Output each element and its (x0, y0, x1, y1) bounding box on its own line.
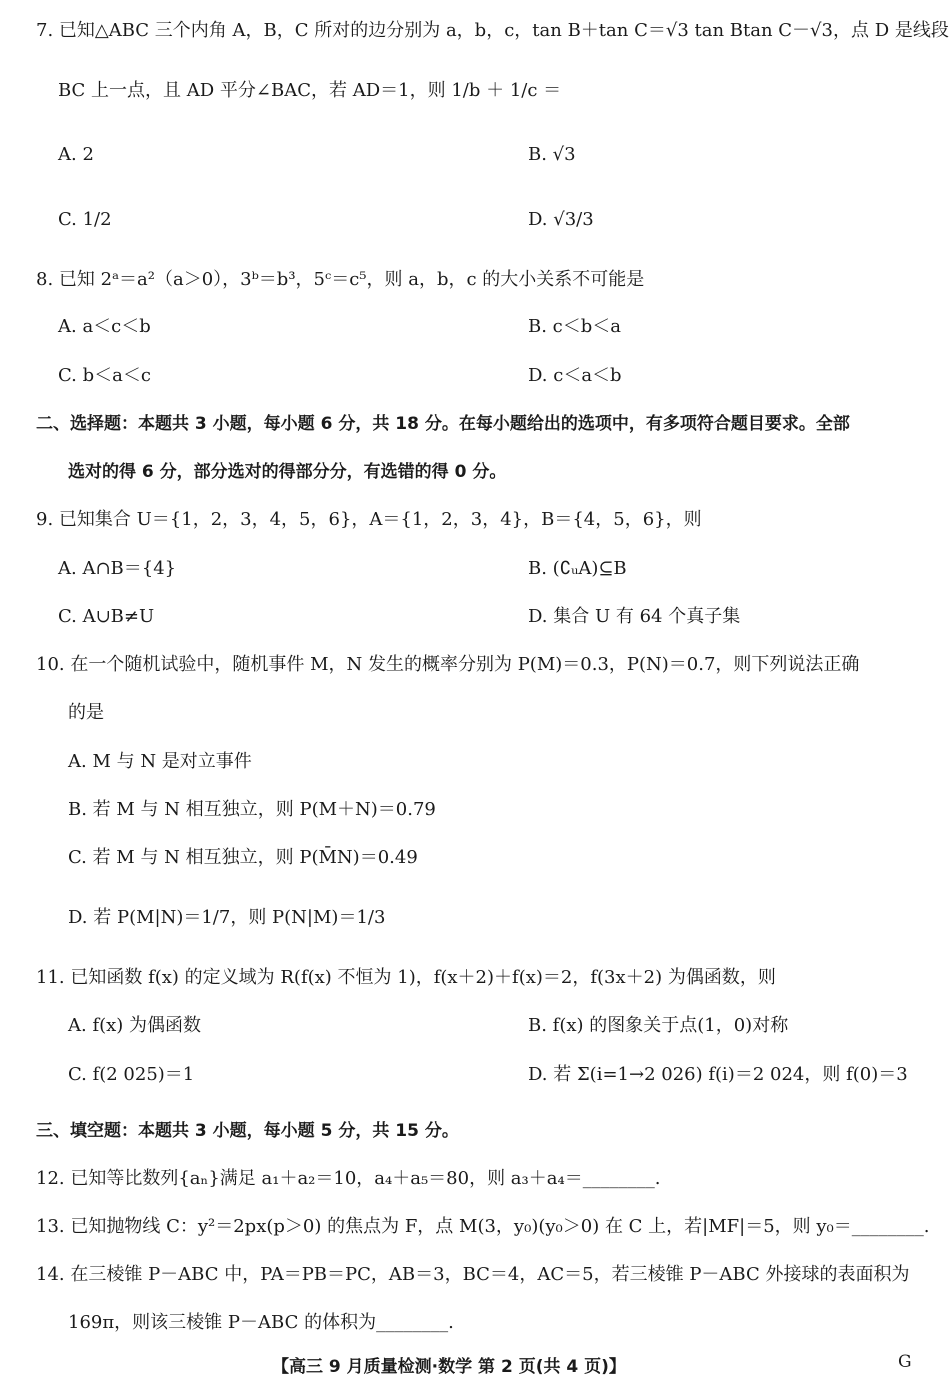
q14-line1: 14. 在三棱锥 P－ABC 中，PA＝PB＝PC，AB＝3，BC＝4，AC＝5，若三棱锥 P－ABC 外接球的表面积为 (36, 1264, 910, 1285)
section3-heading: 三、填空题：本题共 3 小题，每小题 5 分，共 15 分。 (36, 1121, 459, 1141)
q11-option-c: C. f(2 025)＝1 (68, 1064, 195, 1085)
q14-line2: 169π，则该三棱锥 P－ABC 的体积为________. (68, 1312, 454, 1333)
q11-option-d: D. 若 Σ(i=1→2 026) f(i)＝2 024，则 f(0)＝3 (528, 1064, 908, 1085)
q7-option-a: A. 2 (58, 144, 94, 165)
footer-page-info: 【高三 9 月质量检测·数学 第 2 页(共 4 页)】 (272, 1357, 626, 1377)
q7-line2: BC 上一点，且 AD 平分∠BAC，若 AD＝1，则 1/b ＋ 1/c ＝ (58, 80, 562, 101)
q7-option-c: C. 1/2 (58, 209, 112, 230)
q10-line2: 的是 (68, 702, 104, 723)
q7-option-d: D. √3/3 (528, 209, 594, 230)
q11-line1: 11. 已知函数 f(x) 的定义域为 R(f(x) 不恒为 1)，f(x＋2)＋f(x)＝2，f(3x＋2) 为偶函数，则 (36, 967, 776, 988)
q7-option-b: B. √3 (528, 144, 576, 165)
q10-option-a: A. M 与 N 是对立事件 (68, 751, 252, 772)
q9-option-c: C. A∪B≠U (58, 606, 155, 627)
q12-line1: 12. 已知等比数列{aₙ}满足 a₁＋a₂＝10，a₄＋a₅＝80，则 a₃＋a₄＝________. (36, 1168, 661, 1189)
q10-option-b: B. 若 M 与 N 相互独立，则 P(M＋N)＝0.79 (68, 799, 436, 820)
q9-option-d: D. 集合 U 有 64 个真子集 (528, 606, 741, 627)
q8-option-d: D. c＜a＜b (528, 365, 622, 386)
q13-line1: 13. 已知抛物线 C：y²＝2px(p＞0) 的焦点为 F，点 M(3，y₀)(y₀＞0) 在 C 上，若|MF|＝5，则 y₀＝________. (36, 1216, 930, 1237)
section2-heading-line1: 二、选择题：本题共 3 小题，每小题 6 分，共 18 分。在每小题给出的选项中，有多项符合题目要求。全部 (36, 414, 850, 434)
q8-option-c: C. b＜a＜c (58, 365, 151, 386)
q9-option-b: B. (∁ᵤA)⊆B (528, 558, 627, 579)
q11-option-a: A. f(x) 为偶函数 (68, 1015, 202, 1036)
q10-line1: 10. 在一个随机试验中，随机事件 M，N 发生的概率分别为 P(M)＝0.3，P(N)＝0.7，则下列说法正确 (36, 654, 860, 675)
section2-heading-line2: 选对的得 6 分，部分选对的得部分分，有选错的得 0 分。 (68, 462, 507, 482)
q9-option-a: A. A∩B＝{4} (58, 558, 177, 579)
q9-line1: 9. 已知集合 U＝{1，2，3，4，5，6}，A＝{1，2，3，4}，B＝{4，5，6}，则 (36, 509, 702, 530)
q8-option-b: B. c＜b＜a (528, 316, 622, 337)
q8-line1: 8. 已知 2ᵃ＝a²（a＞0），3ᵇ＝b³，5ᶜ＝c⁵，则 a，b，c 的大小关系不可能是 (36, 269, 645, 290)
q10-option-c: C. 若 M 与 N 相互独立，则 P(M̄N)＝0.49 (68, 847, 418, 868)
q7-line1: 7. 已知△ABC 三个内角 A，B，C 所对的边分别为 a，b，c，tan B＋tan C＝√3 tan Btan C－√3，点 D 是线段 (36, 20, 949, 41)
q11-option-b: B. f(x) 的图象关于点(1，0)对称 (528, 1015, 789, 1036)
footer-version-letter: G (898, 1352, 912, 1372)
q8-option-a: A. a＜c＜b (58, 316, 151, 337)
q10-option-d: D. 若 P(M|N)＝1/7，则 P(N|M)＝1/3 (68, 907, 386, 928)
